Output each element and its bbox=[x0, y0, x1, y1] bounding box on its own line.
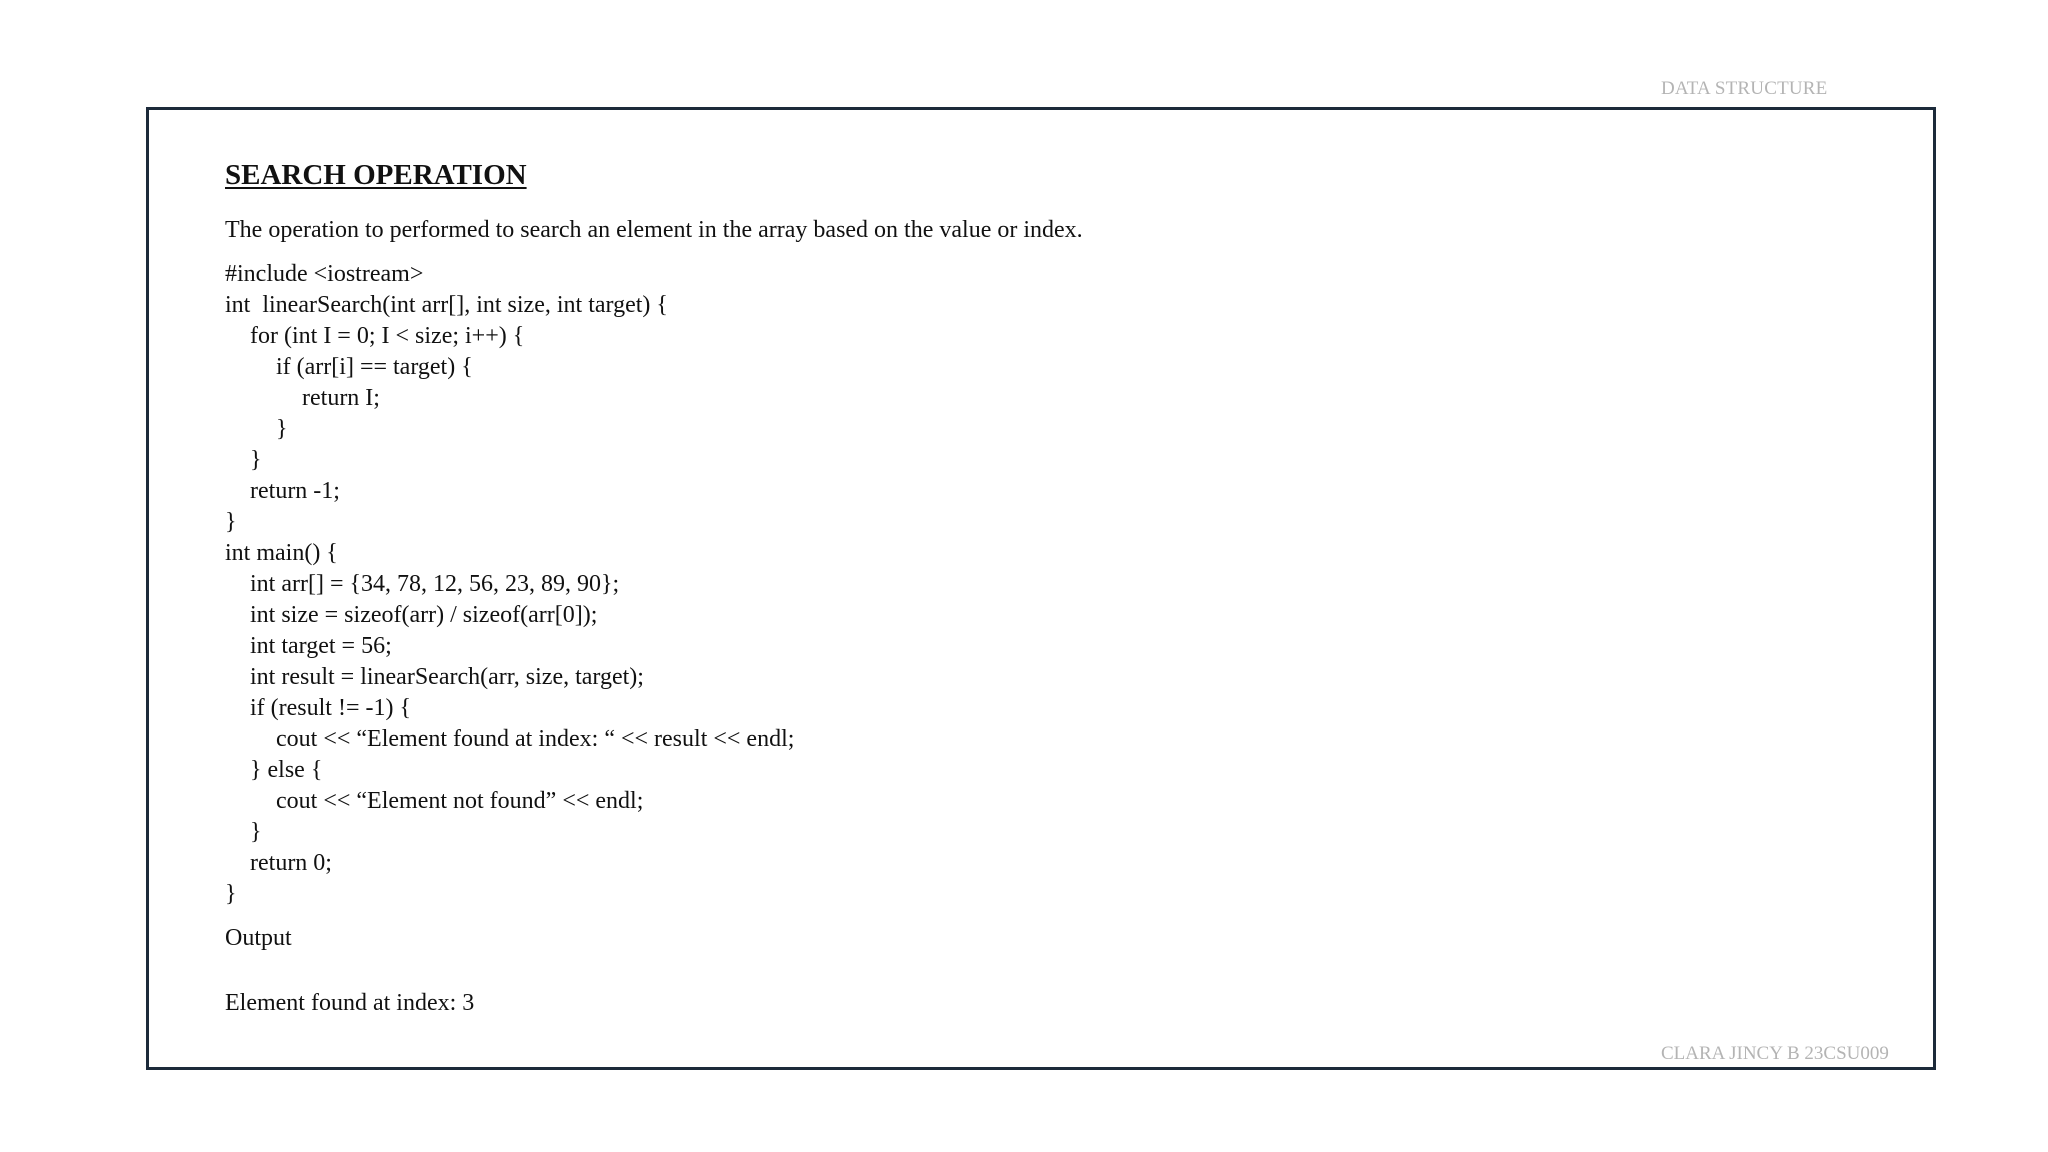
code-line: return 0; bbox=[250, 850, 332, 876]
code-line: int target = 56; bbox=[250, 633, 392, 659]
slide-title: SEARCH OPERATION bbox=[225, 159, 527, 191]
code-line: #include <iostream> bbox=[225, 261, 424, 287]
code-line: } bbox=[225, 881, 237, 907]
slide-description: The operation to performed to search an element in the array based on the value or index. bbox=[225, 217, 1083, 243]
code-line: } bbox=[225, 509, 237, 535]
output-result: Element found at index: 3 bbox=[225, 990, 475, 1016]
code-line: } bbox=[250, 447, 262, 473]
code-line: int main() { bbox=[225, 540, 338, 566]
code-line: if (result != -1) { bbox=[250, 695, 412, 721]
code-line: } bbox=[250, 819, 262, 845]
output-label: Output bbox=[225, 925, 292, 951]
code-line: return -1; bbox=[250, 478, 340, 504]
code-line: for (int I = 0; I < size; i++) { bbox=[250, 323, 525, 349]
code-line: } bbox=[276, 416, 288, 442]
slide-content bbox=[225, 152, 1825, 1018]
footer-label: CLARA JINCY B 23CSU009 bbox=[1661, 1043, 1889, 1064]
code-line: cout << “Element not found” << endl; bbox=[276, 788, 644, 814]
code-line: cout << “Element found at index: “ << result << endl; bbox=[276, 726, 795, 752]
code-line: } else { bbox=[250, 757, 323, 783]
code-line: return I; bbox=[302, 385, 380, 411]
code-line: int arr[] = {34, 78, 12, 56, 23, 89, 90}; bbox=[250, 571, 620, 597]
code-line: if (arr[i] == target) { bbox=[276, 354, 473, 380]
header-label: DATA STRUCTURE bbox=[1661, 78, 1828, 99]
code-line: int linearSearch(int arr[], int size, int target) { bbox=[225, 292, 668, 318]
code-block bbox=[225, 259, 1825, 910]
code-line: int result = linearSearch(arr, size, target); bbox=[250, 664, 644, 690]
code-line: int size = sizeof(arr) / sizeof(arr[0]); bbox=[250, 602, 598, 628]
